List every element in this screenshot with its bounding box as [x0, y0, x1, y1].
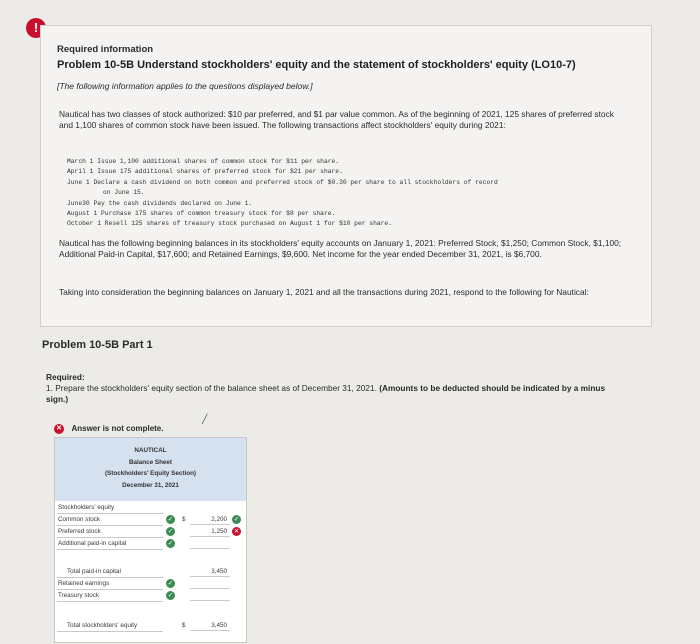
problem-title: Problem 10-5B Understand stockholders' equity and the statement of stockholders' equity (LO10-7) — [57, 59, 576, 71]
part-title: Problem 10-5B Part 1 — [42, 339, 153, 351]
text-cursor-icon: ╱ — [202, 414, 208, 424]
row-label: Total stockholders' equity — [57, 620, 163, 632]
check-icon: ✓ — [167, 516, 174, 523]
retained-earnings-input[interactable] — [190, 578, 230, 589]
instruction-plain: 1. Prepare the stockholders' equity section of the balance sheet as of December 31, 2021. — [46, 383, 377, 393]
company-name: NAUTICAL — [134, 447, 167, 454]
info-paragraph-2: Nautical has the following beginning balances in its stockholders' equity accounts on January 1, 2021: Preferred Stock, $1,250; Common Stock, $1,100; Additional Paid-in Capital, $17,600; and Retained Earnings, $9,600. Net income for the year ended December 31, 2021, is $6,700. — [59, 238, 622, 259]
sheet-header — [55, 438, 246, 501]
preferred-stock-value: 1,250 — [211, 528, 227, 535]
required-label: Required: — [46, 372, 85, 382]
row-common-stock — [57, 514, 244, 525]
transaction-line: June 1 Declare a cash dividend on both common and preferred stock of $0.30 per share to all stockholders of record — [67, 178, 498, 186]
check-icon: ✓ — [167, 528, 174, 535]
row-label: Stockholders' equity — [57, 502, 163, 514]
common-stock-value: 2,200 — [211, 516, 227, 523]
x-circle-icon: ✕ — [233, 528, 240, 535]
row-label[interactable]: Common stock — [57, 514, 163, 526]
transaction-line: October 1 Resell 125 shares of treasury stock purchased on August 1 for $10 per share. — [67, 220, 392, 228]
apic-input[interactable] — [190, 538, 230, 549]
sheet-section: (Stockholders' Equity Section) — [104, 470, 197, 477]
row-label: Total paid-in capital — [57, 566, 163, 578]
check-icon: ✓ — [167, 592, 174, 599]
sheet-title: Balance Sheet — [128, 458, 173, 466]
check-icon: ✓ — [233, 516, 240, 523]
row-label[interactable]: Retained earnings — [57, 578, 163, 590]
check-icon: ✓ — [167, 540, 174, 547]
row-label[interactable]: Preferred stock — [57, 526, 163, 538]
balance-sheet-table — [54, 437, 247, 643]
row-treasury-stock — [57, 590, 244, 601]
row-retained-earnings — [57, 578, 244, 589]
required-info-heading: Required information — [57, 44, 154, 55]
currency-symbol: $ — [182, 622, 186, 629]
instruction-text — [46, 383, 626, 404]
treasury-stock-input[interactable] — [190, 590, 230, 601]
row-total-equity — [57, 620, 244, 631]
row-apic — [57, 538, 244, 549]
alert-icon: ! — [26, 18, 46, 38]
transaction-line: April 1 Issue 175 additional shares of preferred stock for $21 per share. — [67, 168, 343, 176]
row-label[interactable]: Additional paid-in capital — [57, 538, 163, 550]
info-paragraph-3: Taking into consideration the beginning balances on January 1, 2021 and all the transactions during 2021, respond to the following for Nautical: — [59, 287, 589, 297]
total-paid-in-value: 3,450 — [211, 568, 227, 575]
answer-status — [54, 420, 244, 436]
transaction-line: June30 Pay the cash dividends declared on June 1. — [67, 199, 253, 207]
row-label[interactable]: Treasury stock — [57, 590, 163, 602]
transaction-line: August 1 Purchase 175 shares of common treasury stock for $8 per share. — [67, 210, 336, 218]
sheet-date: December 31, 2021 — [122, 481, 179, 489]
transaction-line: on June 15. — [103, 189, 145, 197]
total-equity-value: 3,450 — [211, 622, 227, 629]
currency-symbol: $ — [182, 516, 186, 523]
info-note: [The following information applies to the questions displayed below.] — [57, 81, 313, 91]
info-paragraph-1: Nautical has two classes of stock authorized: $10 par preferred, and $1 par value common. As of the beginning of 2021, 125 shares of preferred stock and 1,100 shares of common stock have been issued. The following transactions affect stockholders' equity during 2021: — [59, 109, 614, 130]
answer-status-label: Answer is not complete. — [71, 424, 164, 434]
transaction-line: March 1 Issue 1,100 additional shares of common stock for $11 per share. — [67, 158, 340, 165]
instruction-bold: (Amounts to be deducted should be indicated by a minus sign.) — [46, 383, 606, 404]
row-preferred-stock — [57, 526, 244, 537]
check-icon: ✓ — [167, 580, 174, 587]
x-circle-icon: ✕ — [54, 424, 64, 434]
info-card — [40, 25, 652, 327]
transactions-list — [67, 157, 498, 230]
row-total-paid-in — [57, 566, 244, 577]
